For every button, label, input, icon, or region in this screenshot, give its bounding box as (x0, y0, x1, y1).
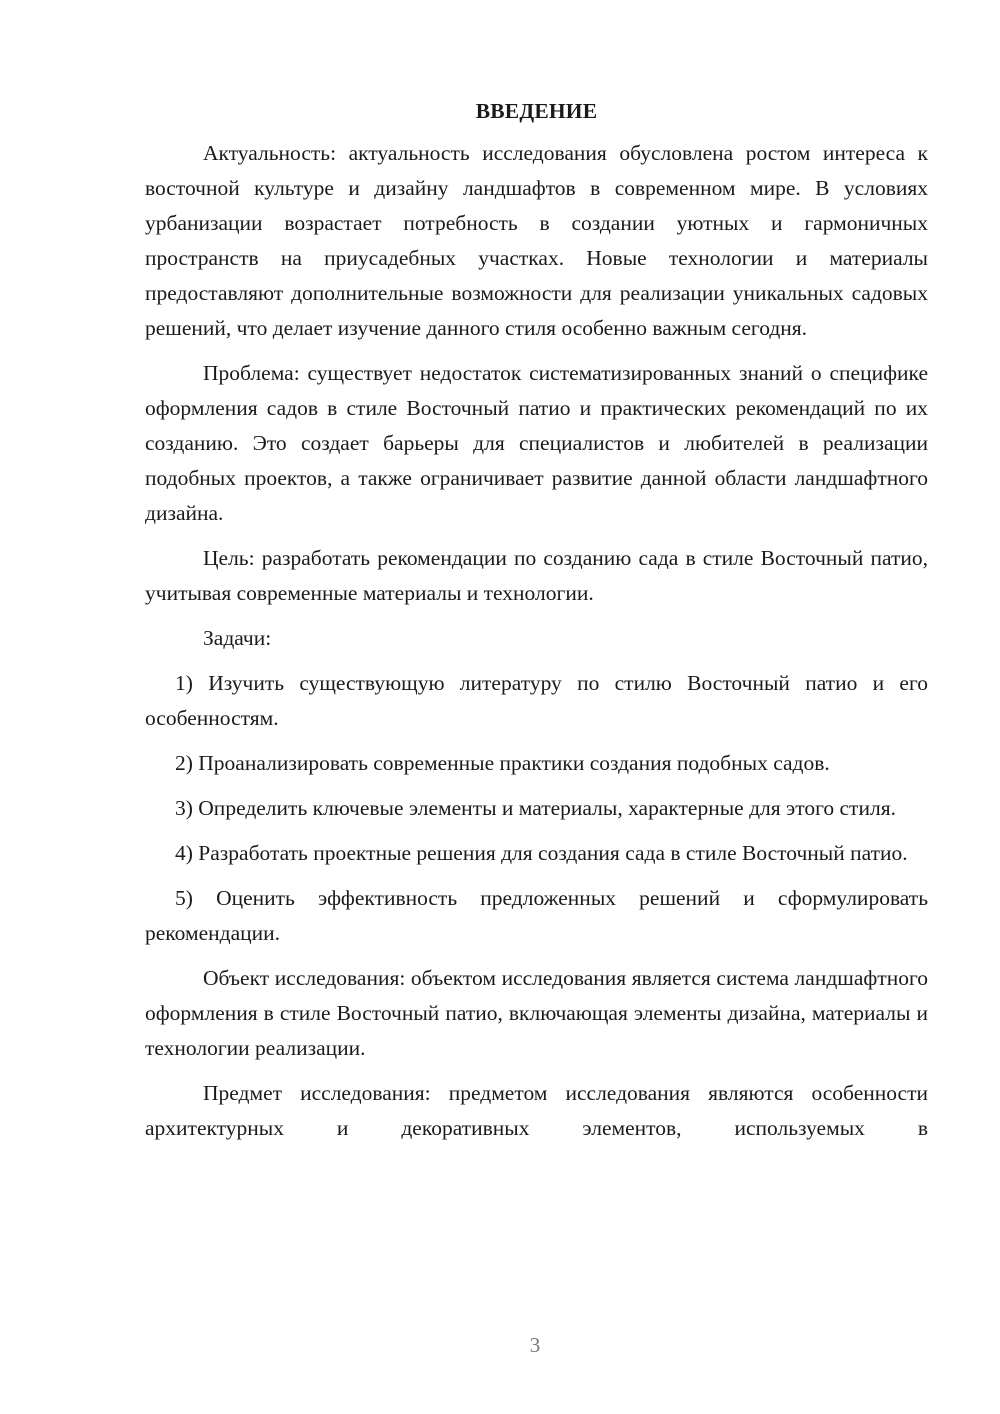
task-item-5: 5) Оценить эффективность предложенных решений и сформулировать рекомендации. (145, 886, 928, 945)
section-title: ВВЕДЕНИЕ (475, 99, 598, 123)
paragraph-relevance: Актуальность: актуальность исследования обусловлена ростом интереса к восточной культуре и дизайну ландшафтов в современном мире. В условиях урбанизации возрастает потребность в создании уютных и гармоничных пространств на приусадебных участках. Новые технологии и материалы предоставляют дополнительные возможности для реализации уникальных садовых решений, что делает изучение данного стиля особенно важным сегодня. (145, 141, 928, 340)
task-item-4: 4) Разработать проектные решения для создания сада в стиле Восточный патио. (175, 841, 908, 865)
task-item-2: 2) Проанализировать современные практики создания подобных садов. (175, 751, 830, 775)
document-page (145, 92, 928, 1156)
paragraph-goal: Цель: разработать рекомендации по созданию сада в стиле Восточный патио, учитывая современные материалы и технологии. (145, 546, 928, 605)
tasks-heading: Задачи: (203, 626, 272, 650)
page-number: 3 (529, 1333, 541, 1357)
task-item-3: 3) Определить ключевые элементы и материалы, характерные для этого стиля. (175, 796, 896, 820)
paragraph-object: Объект исследования: объектом исследования является система ландшафтного оформления в стиле Восточный патио, включающая элементы дизайна, материалы и технологии реализации. (145, 966, 928, 1060)
task-item-1: 1) Изучить существующую литературу по стилю Восточный патио и его особенностям. (145, 671, 928, 730)
paragraph-subject: Предмет исследования: предметом исследования являются особенности архитектурных и декоративных элементов, используемых в (145, 1081, 928, 1140)
paragraph-problem: Проблема: существует недостаток систематизированных знаний о специфике оформления садов в стиле Восточный патио и практических рекомендаций по их созданию. Это создает барьеры для специалистов и любителей в реализации подобных проектов, а также ограничивает развитие данной области ландшафтного дизайна. (145, 361, 928, 525)
